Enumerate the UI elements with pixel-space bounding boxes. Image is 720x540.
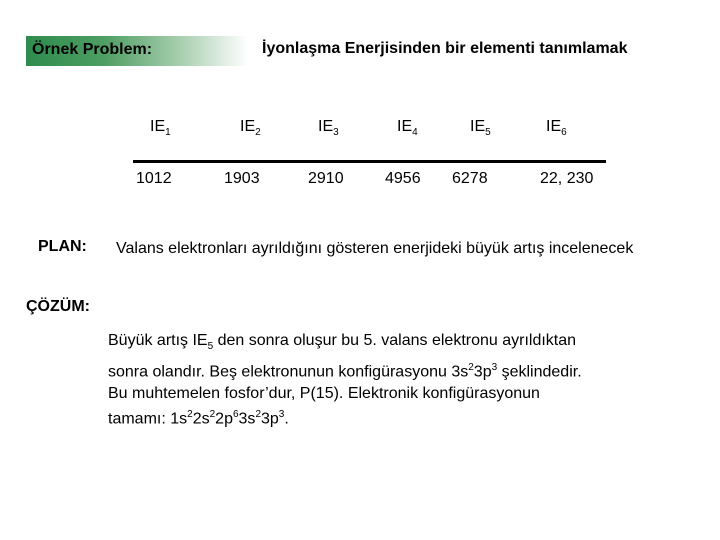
solution-text: [108, 330, 668, 429]
table-value-ie1: 1012: [136, 170, 172, 187]
page-title: İyonlaşma Enerjisinden bir elementi tanımlamak: [262, 40, 628, 57]
table-divider: [133, 160, 606, 163]
solution-line-1: Büyük artış $IE_5$ den sonra oluşur bu 5. valans elektronu ayrıldıktan: [108, 332, 577, 353]
solution-line-2: sonra olandır. Beş elektronunun konfigürasyonu $3s^23p^3$ şeklindedir.: [108, 362, 582, 381]
solution-line-4: tamamı: $1s^22s^22p^63s^23p^3$.: [108, 408, 289, 427]
table-value-ie5: 6278: [452, 170, 488, 187]
solution-label: ÇÖZÜM:: [26, 298, 90, 315]
column-header-ie3: $IE_3$: [318, 118, 339, 139]
table-value-ie4: 4956: [385, 170, 421, 187]
table-value-ie2: 1903: [224, 170, 260, 187]
solution-line-3: Bu muhtemelen fosfor’dur, P(15). Elektronik konfigürasyonun: [108, 384, 540, 402]
column-header-ie5: $IE_5$: [470, 118, 491, 139]
column-header-ie4: $IE_4$: [397, 118, 418, 139]
example-banner: [26, 36, 248, 66]
table-value-ie3: 2910: [308, 170, 344, 187]
column-header-ie1: $IE_1$: [150, 118, 171, 139]
column-header-ie6: $IE_6$: [546, 118, 567, 139]
plan-text: Valans elektronları ayrıldığını gösteren enerjideki büyük artış incelenecek: [116, 240, 634, 257]
banner-label: Örnek Problem:: [32, 41, 153, 58]
plan-label: PLAN:: [38, 238, 87, 255]
column-header-ie2: $IE_2$: [240, 118, 261, 139]
table-value-ie6: 22, 230: [540, 170, 594, 187]
